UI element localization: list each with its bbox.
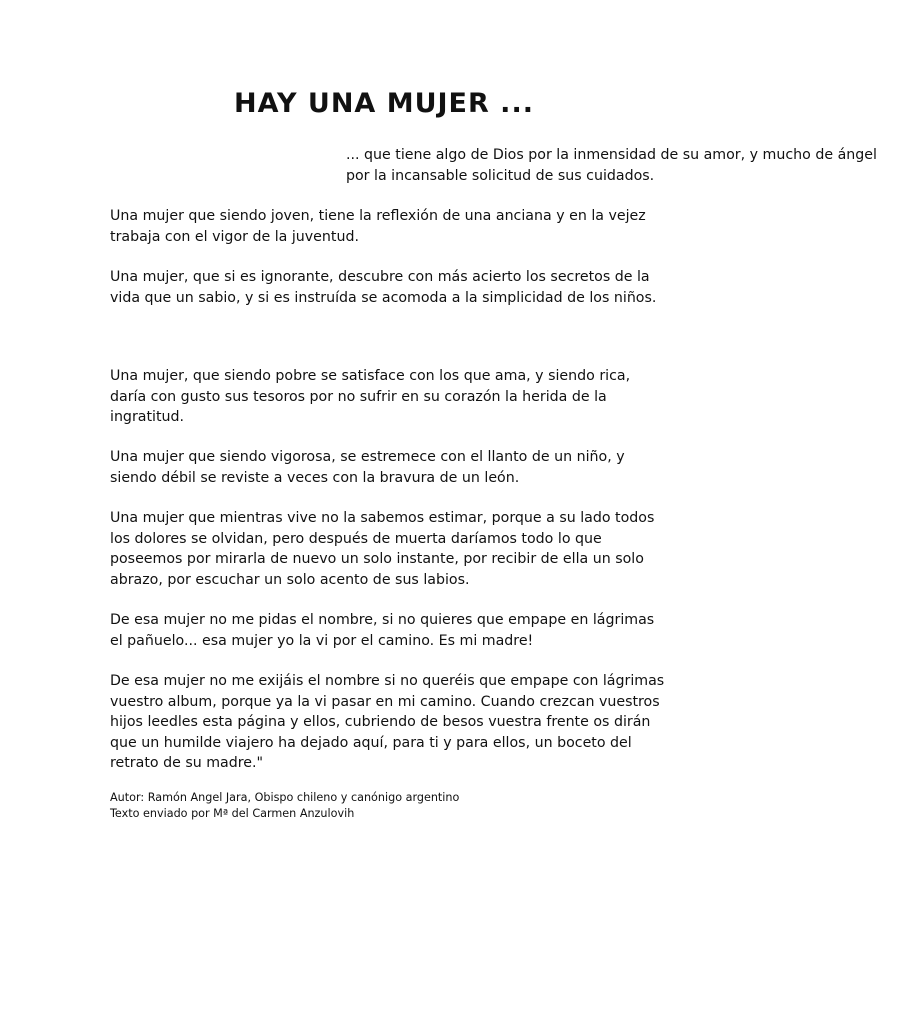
sender-credit: Texto enviado por Mª del Carmen Anzulovih [110,807,355,820]
paragraph-7: De esa mujer no me pidas el nombre, si no quieres que empape en lágrimas el pañuelo... esa mujer yo la vi por el camino. Es mi madre! [110,612,655,649]
paragraph-6: Una mujer que mientras vive no la sabemos estimar, porque a su lado todos los dolores se olvidan, pero después de muerta daríamos todo lo que poseemos por mirarla de nuevo un solo instante, por recibir de ella un solo abrazo, por escuchar un solo acento de sus labios. [110,510,655,588]
author-credit: Autor: Ramón Angel Jara, Obispo chileno y canónigo argentino [110,791,460,804]
credits [110,790,666,822]
paragraph-4: Una mujer, que siendo pobre se satisface con los que ama, y siendo rica, daría con gusto sus tesoros por no sufrir en su corazón la herida de la ingratitud. [110,368,631,425]
paragraph-1: ... que tiene algo de Dios por la inmensidad de su amor, y mucho de ángel por la incansable solicitud de sus cuidados. [346,147,877,184]
paragraph-3: Una mujer, que si es ignorante, descubre con más acierto los secretos de la vida que un sabio, y si es instruída se acomoda a la simplicidad de los niños. [110,269,657,306]
paragraph-8: De esa mujer no me exijáis el nombre si no queréis que empape con lágrimas vuestro album, porque ya la vi pasar en mi camino. Cuando crezcan vuestros hijos leedles esta página y ellos, cubriendo de besos vuestra frente os dirán que un humilde viajero ha dejado aquí, para ti y para ellos, un boceto del retrato de su madre." [110,673,665,771]
paragraph-2: Una mujer que siendo joven, tiene la reflexión de una anciana y en la vejez trabaja con el vigor de la juventud. [110,208,646,245]
document-title: HAY UNA MUJER ... [234,88,534,119]
paragraph-5: Una mujer que siendo vigorosa, se estremece con el llanto de un niño, y siendo débil se reviste a veces con la bravura de un león. [110,449,625,486]
